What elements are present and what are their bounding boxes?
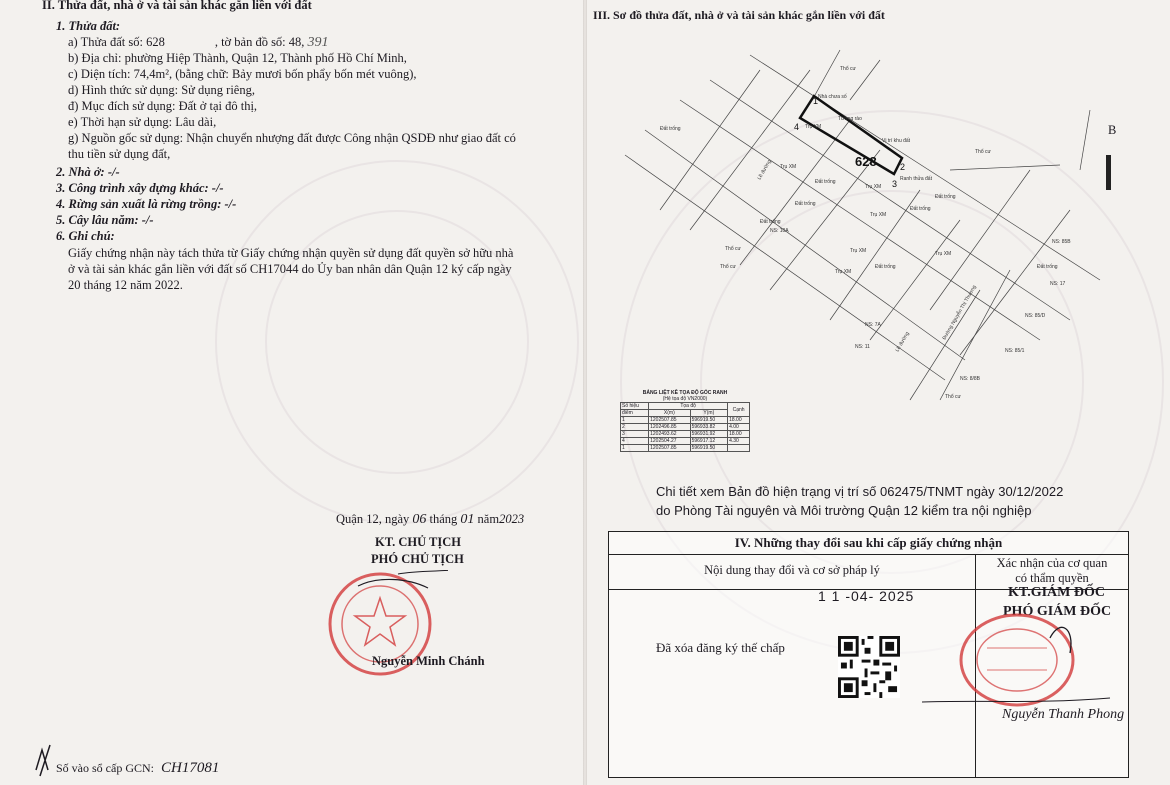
label-the-cu-4: Thổ cư — [975, 149, 991, 155]
label-dat-trong-6: Đất trống — [875, 264, 896, 270]
label-ns85d: NS: 85/D — [1025, 313, 1046, 319]
coord-table — [620, 390, 750, 452]
handwritten-note: 391 — [307, 35, 329, 50]
perennial-heading: 5. Cây lâu năm: -/- — [56, 213, 154, 227]
land-d-line: d) Hình thức sử dụng: Sử dụng riêng, — [68, 83, 255, 97]
issue-date: Quận 12, ngày 06 tháng 01 năm2023 — [336, 512, 525, 527]
label-the-cu-3: Thổ cư — [720, 264, 736, 270]
label-ns85b: NS: 85B — [1052, 239, 1071, 245]
land-heading: 1. Thửa đất: — [56, 19, 121, 33]
label-ns17: NS: 17 — [1050, 281, 1066, 287]
label-tru-xm-1: Trụ XM — [805, 124, 822, 130]
label-the-cu-2: Thổ cư — [725, 246, 741, 252]
label-tuong-rao: Tường rào — [838, 116, 862, 122]
label-le-duong-2: Lề đường — [756, 159, 773, 181]
label-dat-trong-2: Đất trống — [815, 179, 836, 185]
house-heading: 2. Nhà ở: -/- — [56, 165, 120, 179]
label-ns11: NS: 11 — [855, 344, 870, 350]
page-fold — [583, 0, 587, 785]
label-tru-xm-7: Trụ XM — [935, 251, 952, 257]
label-nha: Nhà chưa số — [818, 94, 847, 100]
label-duong: Đường Nguyễn Thị Thương — [941, 284, 978, 341]
parcel-outline — [800, 96, 902, 174]
section3-title: III. Sơ đồ thửa đất, nhà ở và tài sản khác gắn liền với đất — [593, 8, 885, 22]
label-tru-xm-5: Trụ XM — [850, 248, 867, 254]
table-row: 1 1202507.85 596919.50 — [621, 445, 750, 452]
label-the-cu-5: Thổ cư — [945, 394, 961, 400]
label-dat-trong-4: Đất trống — [760, 219, 781, 225]
table-row: 2 1202496.85 596933.82 4.00 — [621, 424, 750, 431]
vertex-3: 3 — [892, 179, 898, 189]
right-sign-title1: KT.GIÁM ĐỐC — [1008, 585, 1105, 600]
label-le-duong-1: Lề đường — [894, 331, 911, 353]
note-line1: Giấy chứng nhận này tách thửa từ Giấy chứng nhận quyền sử dụng đất quyền sở hữu nhà — [68, 246, 514, 260]
left-sign-title1: KT. CHỦ TỊCH — [375, 535, 462, 549]
coord-table-grid — [620, 402, 750, 452]
coord-col-x: X(m) — [649, 410, 690, 417]
label-dat-trong-3: Đất trống — [795, 201, 816, 207]
label-tru-xm-3: Trụ XM — [780, 164, 797, 170]
vertex-4: 4 — [794, 122, 800, 132]
label-dat-trong-7: Đất trống — [935, 194, 956, 200]
label-vi-tri: Vị trí khu đất — [882, 138, 911, 144]
col-confirm-label2: có thẩm quyền — [1015, 571, 1089, 585]
parcel-number: 628 — [855, 154, 877, 169]
coord-col-diem: điểm — [621, 410, 649, 417]
site-map — [600, 40, 1110, 410]
col-confirm-label1: Xác nhận của cơ quan — [996, 556, 1108, 570]
label-ns7a: NS: 7A — [865, 322, 881, 328]
note-heading: 6. Ghi chú: — [56, 229, 115, 243]
land-b-line: b) Địa chỉ: phường Hiệp Thành, Quận 12, Thành phố Hồ Chí Minh, — [68, 51, 407, 65]
note-line2: ở và tài sản khác gắn liền với đất số CH17044 do Ủy ban nhân dân Quận 12 ký cấp ngày — [68, 262, 512, 276]
section2-title: II. Thửa đất, nhà ở và tài sản khác gắn liền với đất — [42, 0, 312, 12]
coord-col-hieu: Số hiệu — [621, 403, 649, 410]
detail-line1: Chi tiết xem Bản đồ hiện trạng vị trí số 062475/TNMT ngày 30/12/2022 — [656, 484, 1064, 499]
land-g-line1: g) Nguồn gốc sử dụng: Nhận chuyển nhượng đất được Công nhận QSDĐ như giao đất có — [68, 131, 516, 145]
right-signer-name: Nguyễn Thanh Phong — [1002, 707, 1125, 722]
label-dat-trong-5: Đất trống — [910, 206, 931, 212]
vertex-1: 1 — [813, 96, 819, 106]
change-text: Đã xóa đăng ký thế chấp — [656, 640, 785, 655]
left-official-stamp — [318, 566, 448, 686]
coord-col-toado: Tọa độ — [649, 403, 728, 410]
col-content-label: Nội dung thay đổi và cơ sở pháp lý — [704, 563, 880, 577]
left-signer-name: Nguyễn Minh Chánh — [372, 654, 485, 668]
label-dat-trong-8: Đất trống — [1037, 264, 1058, 270]
label-ns10a: NS: 10A — [770, 228, 789, 234]
change-date: 1 1 -04- 2025 — [818, 588, 915, 604]
coord-table-subtitle: (Hệ tọa độ VN2000) — [662, 396, 708, 402]
table-row: 3 1202493.62 596931.92 18.00 — [621, 431, 750, 438]
label-tru-xm-4: Trụ XM — [870, 212, 887, 218]
handwritten-mark-icon — [28, 740, 68, 780]
qr-code — [838, 636, 900, 698]
land-a-line: a) Thửa đất số: 628 , tờ bản đồ số: 48, 391 — [68, 35, 329, 50]
other-works-heading: 3. Công trình xây dựng khác: -/- — [56, 181, 224, 195]
coord-table-title: BẢNG LIỆT KÊ TỌA ĐỘ GÓC RANH — [642, 390, 728, 396]
label-ns85: NS: 85/1 — [1005, 348, 1025, 354]
label-the-cu-1: Thổ cư — [840, 66, 856, 72]
vertex-2: 2 — [900, 162, 906, 172]
label-tru-xm-2: Trụ XM — [865, 184, 882, 190]
coord-col-canh: Cạnh — [728, 403, 750, 417]
land-e-line: e) Thời hạn sử dụng: Lâu dài, — [68, 115, 217, 129]
land-c-line: c) Diện tích: 74,4m², (bằng chữ: Bảy mươi bốn phẩy bốn mét vuông), — [68, 67, 417, 81]
label-dat-trong-1: Đất trống — [660, 126, 681, 132]
detail-line2: do Phòng Tài nguyên và Môi trường Quận 12 kiểm tra nội nghiệp — [656, 503, 1032, 518]
table-row: 4 1202504.27 596917.12 4.30 — [621, 438, 750, 445]
forest-heading: 4. Rừng sản xuất là rừng trồng: -/- — [56, 197, 237, 211]
land-dd-line: đ) Mục đích sử dụng: Đất ở tại đô thị, — [68, 99, 258, 113]
note-line3: 20 tháng 12 năm 2022. — [68, 278, 183, 292]
left-sign-title2: PHÓ CHỦ TỊCH — [371, 552, 464, 566]
register-number: Số vào sổ cấp GCN: CH17081 — [56, 760, 220, 776]
label-ranh: Ranh thửa đất — [900, 176, 932, 182]
label-ns8b: NS: 8/8B — [960, 376, 981, 382]
right-sign-title2: PHÓ GIÁM ĐỐC — [1003, 604, 1112, 619]
edge-letter: B — [1108, 123, 1117, 137]
label-tru-xm-6: Trụ XM — [835, 269, 852, 275]
section4-title: IV. Những thay đổi sau khi cấp giấy chứng nhận — [609, 532, 1128, 555]
coord-col-y: Y(m) — [690, 410, 728, 417]
land-g-line2: thu tiền sử dụng đất, — [68, 147, 171, 161]
table-row: 1 1202507.85 596919.50 18.00 — [621, 417, 750, 424]
